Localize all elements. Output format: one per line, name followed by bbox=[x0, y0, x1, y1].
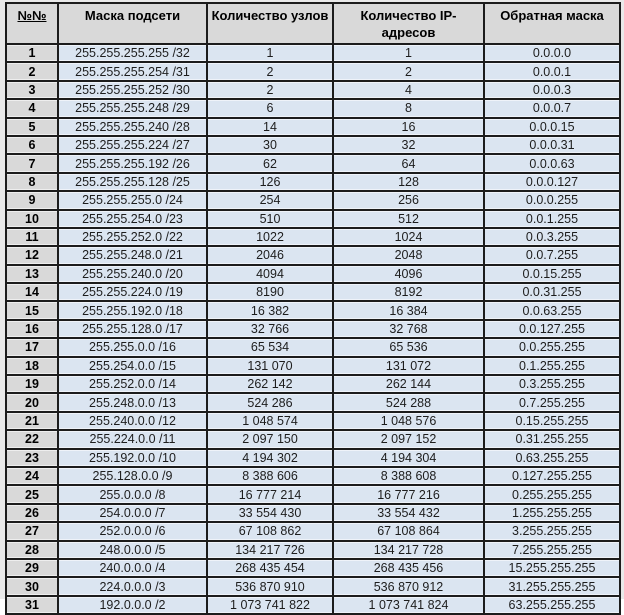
cell-wildcard: 1.255.255.255 bbox=[484, 504, 620, 522]
cell-num: 24 bbox=[6, 467, 58, 485]
table-row bbox=[6, 393, 620, 411]
cell-mask: 224.0.0.0 /3 bbox=[58, 577, 207, 595]
cell-ips: 536 870 912 bbox=[333, 577, 484, 595]
cell-hosts: 62 bbox=[207, 154, 333, 172]
table-row bbox=[6, 541, 620, 559]
cell-num: 10 bbox=[6, 210, 58, 228]
cell-num: 28 bbox=[6, 541, 58, 559]
cell-mask: 255.254.0.0 /15 bbox=[58, 357, 207, 375]
cell-num: 13 bbox=[6, 265, 58, 283]
cell-wildcard: 31.255.255.255 bbox=[484, 577, 620, 595]
cell-mask: 240.0.0.0 /4 bbox=[58, 559, 207, 577]
cell-mask: 255.255.192.0 /18 bbox=[58, 301, 207, 319]
cell-wildcard: 0.3.255.255 bbox=[484, 375, 620, 393]
header-subnet-mask bbox=[58, 3, 207, 44]
table-body bbox=[6, 44, 620, 614]
cell-ips: 524 288 bbox=[333, 393, 484, 411]
cell-ips: 32 768 bbox=[333, 320, 484, 338]
cell-mask: 255.255.255.224 /27 bbox=[58, 136, 207, 154]
cell-wildcard: 0.0.0.3 bbox=[484, 81, 620, 99]
cell-mask: 255.248.0.0 /13 bbox=[58, 393, 207, 411]
cell-ips: 64 bbox=[333, 154, 484, 172]
subnet-mask-table bbox=[5, 2, 621, 615]
cell-mask: 255.255.255.252 /30 bbox=[58, 81, 207, 99]
cell-wildcard: 0.0.0.1 bbox=[484, 62, 620, 80]
cell-mask: 255.255.0.0 /16 bbox=[58, 338, 207, 356]
cell-mask: 255.192.0.0 /10 bbox=[58, 449, 207, 467]
cell-mask: 255.255.255.192 /26 bbox=[58, 154, 207, 172]
cell-mask: 255.255.255.254 /31 bbox=[58, 62, 207, 80]
cell-ips: 4 194 304 bbox=[333, 449, 484, 467]
cell-mask: 248.0.0.0 /5 bbox=[58, 541, 207, 559]
cell-wildcard: 3.255.255.255 bbox=[484, 522, 620, 540]
cell-num: 16 bbox=[6, 320, 58, 338]
cell-hosts: 30 bbox=[207, 136, 333, 154]
cell-ips: 67 108 864 bbox=[333, 522, 484, 540]
cell-ips: 128 bbox=[333, 173, 484, 191]
cell-wildcard: 0.0.7.255 bbox=[484, 246, 620, 264]
cell-hosts: 16 777 214 bbox=[207, 485, 333, 503]
table-row bbox=[6, 173, 620, 191]
cell-num: 5 bbox=[6, 118, 58, 136]
cell-hosts: 2 bbox=[207, 81, 333, 99]
cell-mask: 255.255.254.0 /23 bbox=[58, 210, 207, 228]
cell-ips: 2048 bbox=[333, 246, 484, 264]
cell-ips: 8 bbox=[333, 99, 484, 117]
cell-mask: 255.255.224.0 /19 bbox=[58, 283, 207, 301]
cell-hosts: 126 bbox=[207, 173, 333, 191]
table-row bbox=[6, 301, 620, 319]
cell-num: 19 bbox=[6, 375, 58, 393]
cell-wildcard: 0.0.0.7 bbox=[484, 99, 620, 117]
cell-mask: 255.0.0.0 /8 bbox=[58, 485, 207, 503]
cell-mask: 255.255.255.128 /25 bbox=[58, 173, 207, 191]
cell-ips: 262 144 bbox=[333, 375, 484, 393]
cell-num: 9 bbox=[6, 191, 58, 209]
cell-num: 14 bbox=[6, 283, 58, 301]
cell-hosts: 268 435 454 bbox=[207, 559, 333, 577]
cell-mask: 192.0.0.0 /2 bbox=[58, 596, 207, 614]
cell-num: 3 bbox=[6, 81, 58, 99]
cell-hosts: 254 bbox=[207, 191, 333, 209]
cell-wildcard: 0.127.255.255 bbox=[484, 467, 620, 485]
cell-num: 6 bbox=[6, 136, 58, 154]
header-host-count bbox=[207, 3, 333, 44]
header-row bbox=[6, 3, 620, 44]
header-number-label: №№ bbox=[17, 8, 47, 23]
cell-ips: 8 388 608 bbox=[333, 467, 484, 485]
table-row bbox=[6, 320, 620, 338]
cell-wildcard: 7.255.255.255 bbox=[484, 541, 620, 559]
cell-hosts: 510 bbox=[207, 210, 333, 228]
table-row bbox=[6, 265, 620, 283]
cell-num: 21 bbox=[6, 412, 58, 430]
cell-wildcard: 0.0.0.0 bbox=[484, 44, 620, 62]
header-wildcard-mask bbox=[484, 3, 620, 44]
cell-ips: 1 bbox=[333, 44, 484, 62]
cell-mask: 255.255.128.0 /17 bbox=[58, 320, 207, 338]
cell-num: 1 bbox=[6, 44, 58, 62]
header-ip-count-label: Количество IP-адресов bbox=[360, 8, 457, 40]
cell-wildcard: 0.0.255.255 bbox=[484, 338, 620, 356]
cell-wildcard: 0.63.255.255 bbox=[484, 449, 620, 467]
table-row bbox=[6, 210, 620, 228]
cell-hosts: 1 073 741 822 bbox=[207, 596, 333, 614]
cell-num: 31 bbox=[6, 596, 58, 614]
cell-num: 22 bbox=[6, 430, 58, 448]
cell-ips: 2 097 152 bbox=[333, 430, 484, 448]
header-wildcard-mask-label: Обратная маска bbox=[500, 8, 604, 23]
cell-wildcard: 0.0.1.255 bbox=[484, 210, 620, 228]
cell-ips: 256 bbox=[333, 191, 484, 209]
cell-ips: 4096 bbox=[333, 265, 484, 283]
table-row bbox=[6, 357, 620, 375]
cell-hosts: 1022 bbox=[207, 228, 333, 246]
cell-mask: 255.255.255.255 /32 bbox=[58, 44, 207, 62]
cell-num: 29 bbox=[6, 559, 58, 577]
cell-hosts: 14 bbox=[207, 118, 333, 136]
table-row bbox=[6, 81, 620, 99]
cell-hosts: 1 048 574 bbox=[207, 412, 333, 430]
cell-mask: 255.240.0.0 /12 bbox=[58, 412, 207, 430]
cell-hosts: 6 bbox=[207, 99, 333, 117]
cell-hosts: 65 534 bbox=[207, 338, 333, 356]
header-host-count-label: Количество узлов bbox=[211, 8, 329, 23]
cell-hosts: 16 382 bbox=[207, 301, 333, 319]
cell-wildcard: 0.31.255.255 bbox=[484, 430, 620, 448]
table-row bbox=[6, 338, 620, 356]
cell-mask: 255.255.252.0 /22 bbox=[58, 228, 207, 246]
table-row bbox=[6, 246, 620, 264]
cell-num: 23 bbox=[6, 449, 58, 467]
cell-hosts: 2046 bbox=[207, 246, 333, 264]
table-row bbox=[6, 504, 620, 522]
cell-ips: 4 bbox=[333, 81, 484, 99]
cell-num: 4 bbox=[6, 99, 58, 117]
cell-mask: 254.0.0.0 /7 bbox=[58, 504, 207, 522]
cell-ips: 268 435 456 bbox=[333, 559, 484, 577]
cell-wildcard: 0.0.63.255 bbox=[484, 301, 620, 319]
cell-num: 17 bbox=[6, 338, 58, 356]
cell-hosts: 1 bbox=[207, 44, 333, 62]
table-row bbox=[6, 136, 620, 154]
cell-hosts: 8 388 606 bbox=[207, 467, 333, 485]
cell-mask: 255.252.0.0 /14 bbox=[58, 375, 207, 393]
table-row bbox=[6, 283, 620, 301]
table-row bbox=[6, 577, 620, 595]
cell-ips: 512 bbox=[333, 210, 484, 228]
cell-mask: 255.255.255.240 /28 bbox=[58, 118, 207, 136]
table-row bbox=[6, 596, 620, 614]
cell-ips: 16 384 bbox=[333, 301, 484, 319]
cell-ips: 134 217 728 bbox=[333, 541, 484, 559]
cell-hosts: 524 286 bbox=[207, 393, 333, 411]
table-row bbox=[6, 62, 620, 80]
table-header bbox=[6, 3, 620, 44]
table-row bbox=[6, 412, 620, 430]
cell-num: 8 bbox=[6, 173, 58, 191]
cell-wildcard: 0.0.0.127 bbox=[484, 173, 620, 191]
table-row bbox=[6, 44, 620, 62]
cell-ips: 131 072 bbox=[333, 357, 484, 375]
cell-wildcard: 0.0.127.255 bbox=[484, 320, 620, 338]
cell-wildcard: 0.15.255.255 bbox=[484, 412, 620, 430]
table-row bbox=[6, 154, 620, 172]
cell-ips: 65 536 bbox=[333, 338, 484, 356]
cell-ips: 1 048 576 bbox=[333, 412, 484, 430]
cell-wildcard: 0.0.31.255 bbox=[484, 283, 620, 301]
cell-mask: 255.224.0.0 /11 bbox=[58, 430, 207, 448]
header-ip-count bbox=[333, 3, 484, 44]
cell-wildcard: 15.255.255.255 bbox=[484, 559, 620, 577]
cell-wildcard: 0.1.255.255 bbox=[484, 357, 620, 375]
cell-wildcard: 0.0.3.255 bbox=[484, 228, 620, 246]
table-row bbox=[6, 485, 620, 503]
cell-mask: 255.255.248.0 /21 bbox=[58, 246, 207, 264]
cell-num: 12 bbox=[6, 246, 58, 264]
cell-hosts: 2 bbox=[207, 62, 333, 80]
cell-hosts: 262 142 bbox=[207, 375, 333, 393]
cell-hosts: 33 554 430 bbox=[207, 504, 333, 522]
cell-mask: 252.0.0.0 /6 bbox=[58, 522, 207, 540]
cell-hosts: 32 766 bbox=[207, 320, 333, 338]
cell-ips: 1024 bbox=[333, 228, 484, 246]
cell-hosts: 8190 bbox=[207, 283, 333, 301]
table-row bbox=[6, 467, 620, 485]
cell-wildcard: 0.0.0.255 bbox=[484, 191, 620, 209]
cell-mask: 255.255.255.0 /24 bbox=[58, 191, 207, 209]
cell-num: 26 bbox=[6, 504, 58, 522]
cell-mask: 255.255.255.248 /29 bbox=[58, 99, 207, 117]
table-row bbox=[6, 118, 620, 136]
cell-mask: 255.128.0.0 /9 bbox=[58, 467, 207, 485]
cell-ips: 32 bbox=[333, 136, 484, 154]
cell-num: 7 bbox=[6, 154, 58, 172]
cell-num: 18 bbox=[6, 357, 58, 375]
cell-hosts: 536 870 910 bbox=[207, 577, 333, 595]
cell-wildcard: 0.0.0.31 bbox=[484, 136, 620, 154]
cell-hosts: 4094 bbox=[207, 265, 333, 283]
cell-wildcard: 63.255.255.255 bbox=[484, 596, 620, 614]
cell-num: 20 bbox=[6, 393, 58, 411]
cell-ips: 2 bbox=[333, 62, 484, 80]
cell-hosts: 67 108 862 bbox=[207, 522, 333, 540]
table-row bbox=[6, 559, 620, 577]
table-row bbox=[6, 228, 620, 246]
cell-wildcard: 0.0.15.255 bbox=[484, 265, 620, 283]
table-row bbox=[6, 449, 620, 467]
cell-wildcard: 0.0.0.15 bbox=[484, 118, 620, 136]
cell-ips: 33 554 432 bbox=[333, 504, 484, 522]
header-number bbox=[6, 3, 58, 44]
cell-hosts: 2 097 150 bbox=[207, 430, 333, 448]
cell-ips: 16 bbox=[333, 118, 484, 136]
cell-ips: 1 073 741 824 bbox=[333, 596, 484, 614]
cell-num: 2 bbox=[6, 62, 58, 80]
cell-hosts: 131 070 bbox=[207, 357, 333, 375]
cell-num: 15 bbox=[6, 301, 58, 319]
cell-wildcard: 0.7.255.255 bbox=[484, 393, 620, 411]
table-row bbox=[6, 191, 620, 209]
cell-wildcard: 0.0.0.63 bbox=[484, 154, 620, 172]
table-row bbox=[6, 99, 620, 117]
cell-ips: 16 777 216 bbox=[333, 485, 484, 503]
table-row bbox=[6, 522, 620, 540]
cell-ips: 8192 bbox=[333, 283, 484, 301]
cell-num: 25 bbox=[6, 485, 58, 503]
table-row bbox=[6, 375, 620, 393]
header-subnet-mask-label: Маска подсети bbox=[84, 8, 181, 23]
cell-num: 27 bbox=[6, 522, 58, 540]
table-row bbox=[6, 430, 620, 448]
cell-mask: 255.255.240.0 /20 bbox=[58, 265, 207, 283]
cell-num: 11 bbox=[6, 228, 58, 246]
cell-wildcard: 0.255.255.255 bbox=[484, 485, 620, 503]
cell-hosts: 4 194 302 bbox=[207, 449, 333, 467]
cell-hosts: 134 217 726 bbox=[207, 541, 333, 559]
cell-num: 30 bbox=[6, 577, 58, 595]
